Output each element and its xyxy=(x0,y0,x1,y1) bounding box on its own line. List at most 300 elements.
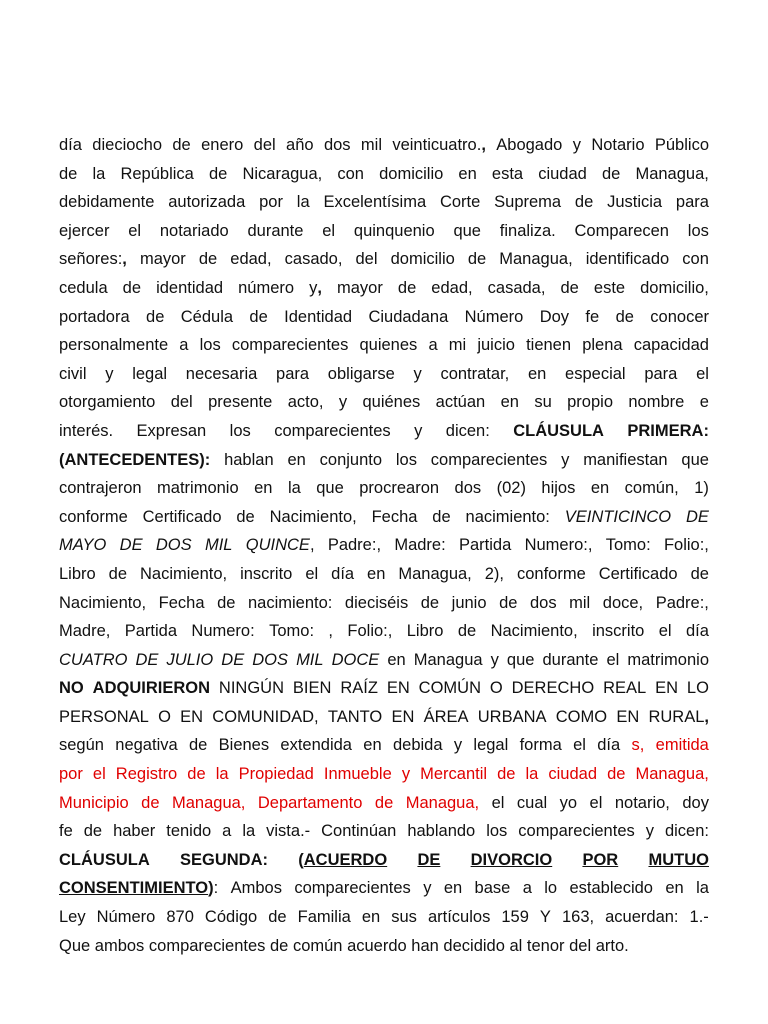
word xyxy=(120,531,143,560)
word xyxy=(297,188,310,217)
word xyxy=(573,131,581,160)
word xyxy=(294,874,410,903)
text-run: actúan xyxy=(435,393,486,412)
text-run: Padre:, xyxy=(327,536,382,555)
word xyxy=(466,503,550,532)
word xyxy=(603,674,646,703)
word xyxy=(475,874,511,903)
text-run: mayor xyxy=(337,278,383,297)
text-run: , xyxy=(481,136,486,154)
text-run: conjunto xyxy=(319,450,383,469)
word xyxy=(209,160,227,189)
text-run: doy xyxy=(682,793,709,812)
word xyxy=(59,131,82,160)
text-run: Nacimiento, xyxy=(140,564,228,583)
text-run: negativa xyxy=(115,736,178,755)
text-run: de xyxy=(198,250,218,269)
text-run: base xyxy=(474,879,511,898)
word xyxy=(453,217,481,246)
word xyxy=(266,817,310,846)
word xyxy=(269,617,314,646)
text-run: de xyxy=(420,593,440,612)
text-run: EN xyxy=(180,707,204,726)
word xyxy=(332,646,380,675)
word xyxy=(599,560,678,589)
text-line xyxy=(59,703,709,732)
text-run: Registro xyxy=(115,765,178,784)
word xyxy=(691,560,709,589)
word xyxy=(396,446,417,475)
text-run: doce, xyxy=(602,593,644,612)
word xyxy=(337,274,383,303)
word xyxy=(156,274,223,303)
text-run: MUTUO xyxy=(648,850,709,869)
word xyxy=(328,360,395,389)
text-run: dicen: xyxy=(445,421,490,440)
word xyxy=(59,617,110,646)
text-run: por xyxy=(59,765,83,784)
text-run: a xyxy=(179,336,189,355)
text-run: Inmueble xyxy=(323,765,392,784)
text-run: debidamente xyxy=(59,193,155,212)
text-line xyxy=(59,388,709,417)
word xyxy=(567,388,613,417)
text-run: COMUNIDAD, xyxy=(212,707,319,726)
word xyxy=(95,932,145,961)
word xyxy=(665,874,683,903)
word xyxy=(59,703,149,732)
text-run: quienes xyxy=(359,336,418,355)
text-run: , xyxy=(309,536,315,555)
text-run: Fecha xyxy=(158,593,205,612)
text-run: Expresan xyxy=(136,421,207,440)
word xyxy=(655,674,678,703)
text-run: ciudad xyxy=(538,164,587,183)
text-run: acuerdo xyxy=(347,936,407,955)
word xyxy=(681,446,709,475)
text-run: DIVORCIO xyxy=(470,850,553,869)
text-run: ejercer xyxy=(59,221,110,240)
word xyxy=(205,903,257,932)
word xyxy=(368,303,448,332)
word xyxy=(284,303,352,332)
word xyxy=(499,245,572,274)
word xyxy=(499,589,517,618)
word xyxy=(254,131,276,160)
word xyxy=(440,188,480,217)
word xyxy=(59,874,218,903)
word xyxy=(686,503,709,532)
word xyxy=(345,589,408,618)
word xyxy=(627,417,709,446)
text-run: los xyxy=(486,822,508,841)
word xyxy=(59,589,146,618)
word xyxy=(217,589,235,618)
word xyxy=(507,646,535,675)
text-run: ambos xyxy=(94,936,145,955)
text-run: PERSONAL xyxy=(59,707,149,726)
word xyxy=(391,703,414,732)
text-run: O xyxy=(158,707,171,726)
text-run: domicilio, xyxy=(640,278,709,297)
word xyxy=(59,760,83,789)
text-run: dos xyxy=(454,479,482,498)
text-line xyxy=(59,417,709,446)
word xyxy=(113,817,155,846)
word xyxy=(354,217,435,246)
text-run: de xyxy=(457,622,477,641)
word xyxy=(149,932,265,961)
text-line xyxy=(59,560,709,589)
text-run: y xyxy=(561,450,570,469)
text-run: COMÚN xyxy=(418,679,481,698)
text-run: MAYO xyxy=(59,536,107,555)
text-run: LO xyxy=(686,679,709,698)
word xyxy=(293,932,343,961)
word xyxy=(497,760,515,789)
word xyxy=(324,760,392,789)
word xyxy=(402,760,410,789)
word xyxy=(542,646,598,675)
word xyxy=(166,817,211,846)
text-run: , xyxy=(122,250,127,269)
word xyxy=(540,903,551,932)
text-run: JULIO xyxy=(166,650,214,669)
word xyxy=(560,274,578,303)
word xyxy=(565,503,671,532)
text-run: para xyxy=(276,364,310,383)
text-run: Padre:, xyxy=(655,593,709,612)
text-run: Folio:, xyxy=(663,536,709,555)
word xyxy=(575,188,593,217)
word xyxy=(268,903,286,932)
word xyxy=(205,531,233,560)
text-run: BIEN xyxy=(292,679,332,698)
word xyxy=(156,531,192,560)
text-run: personalmente xyxy=(59,336,169,355)
text-run: en xyxy=(443,879,463,898)
word xyxy=(650,303,709,332)
text-run: POR xyxy=(582,850,619,869)
text-run: de xyxy=(497,765,516,784)
text-run: 2), xyxy=(484,564,504,583)
word xyxy=(123,274,141,303)
word xyxy=(180,703,203,732)
text-run: en xyxy=(367,564,386,583)
word xyxy=(179,331,188,360)
text-run: la xyxy=(92,164,106,183)
text-run: EN xyxy=(391,707,415,726)
word xyxy=(59,217,109,246)
text-run: y xyxy=(338,393,348,412)
word xyxy=(606,531,651,560)
text-run: artículos xyxy=(427,908,491,927)
text-run: interés. xyxy=(59,421,114,440)
text-run: CUATRO xyxy=(59,650,128,669)
word xyxy=(436,388,486,417)
word xyxy=(166,646,213,675)
word xyxy=(361,131,382,160)
text-run: DOCE xyxy=(331,650,380,669)
text-run: al xyxy=(509,936,523,955)
text-run: de xyxy=(690,564,709,583)
word xyxy=(359,331,417,360)
text-line xyxy=(59,474,709,503)
word xyxy=(525,531,593,560)
text-run: domicilio xyxy=(390,250,455,269)
text-run: con xyxy=(337,164,364,183)
text-run: Nacimiento, xyxy=(490,622,578,641)
text-run: matrimonio xyxy=(157,479,239,498)
text-run: EN xyxy=(386,679,410,698)
text-line xyxy=(59,446,709,475)
text-run: día xyxy=(59,136,82,154)
word xyxy=(432,503,450,532)
text-line xyxy=(59,188,709,217)
word xyxy=(454,731,462,760)
text-run: de xyxy=(268,908,287,927)
text-run: Tomo: xyxy=(605,536,651,555)
word xyxy=(596,932,629,961)
text-run: Ciudadana xyxy=(368,307,449,326)
text-run: en xyxy=(527,364,547,383)
text-run: los xyxy=(687,221,709,240)
word xyxy=(398,274,416,303)
text-run: RAÍZ xyxy=(340,679,378,698)
text-run: comparecientes xyxy=(231,336,349,355)
text-run: inscrito xyxy=(240,564,293,583)
text-run: DOS xyxy=(155,536,192,555)
text-run: otorgamiento xyxy=(59,393,156,412)
word xyxy=(635,160,708,189)
text-run: en xyxy=(500,393,519,412)
text-run: DERECHO xyxy=(511,679,595,698)
text-run: casada, xyxy=(487,278,546,297)
text-run: los xyxy=(199,336,221,355)
text-run: , xyxy=(317,278,322,297)
word xyxy=(276,360,309,389)
word xyxy=(414,417,422,446)
text-run: Doy xyxy=(539,307,570,326)
text-line xyxy=(59,817,709,846)
text-run: comparecientes xyxy=(294,879,411,898)
text-run: ADQUIRIERON xyxy=(92,679,210,698)
text-run: Propiedad xyxy=(238,765,314,784)
word xyxy=(136,646,159,675)
word xyxy=(398,560,471,589)
word xyxy=(411,932,439,961)
word xyxy=(258,789,363,818)
word xyxy=(141,789,159,818)
word xyxy=(406,789,479,818)
text-run: según xyxy=(59,736,104,755)
text-run: de xyxy=(188,736,208,755)
word xyxy=(518,817,634,846)
word xyxy=(59,646,127,675)
text-run: Numero: xyxy=(191,622,255,641)
word xyxy=(686,617,709,646)
word xyxy=(582,331,622,360)
word xyxy=(458,160,476,189)
text-run: dos xyxy=(323,136,351,154)
text-run: Nacimiento, xyxy=(59,593,147,612)
word xyxy=(59,503,128,532)
word xyxy=(424,703,469,732)
word xyxy=(59,331,168,360)
word xyxy=(541,474,575,503)
word xyxy=(393,731,443,760)
word xyxy=(362,903,380,932)
word xyxy=(562,903,594,932)
text-line xyxy=(59,245,709,274)
text-run: capacidad xyxy=(633,336,709,355)
text-run: Managua, xyxy=(405,793,480,812)
word xyxy=(201,131,243,160)
word xyxy=(694,474,709,503)
word xyxy=(414,646,483,675)
word xyxy=(656,731,709,760)
text-run: Managua, xyxy=(499,250,573,269)
text-run: esta xyxy=(491,164,524,183)
word xyxy=(648,703,709,732)
text-run: Excelentísima xyxy=(323,193,427,212)
word xyxy=(387,646,405,675)
word xyxy=(208,388,272,417)
word xyxy=(59,245,127,274)
word xyxy=(665,817,709,846)
word xyxy=(664,531,709,560)
text-line xyxy=(59,503,709,532)
text-run: Fecha xyxy=(371,507,418,526)
word xyxy=(298,903,351,932)
text-run: de xyxy=(467,250,487,269)
text-run: Corte xyxy=(439,193,481,212)
word xyxy=(478,703,547,732)
word xyxy=(59,160,77,189)
text-run: procrearon xyxy=(359,479,440,498)
text-run: Managua, xyxy=(635,765,709,784)
word xyxy=(240,560,292,589)
word xyxy=(387,674,410,703)
text-run: 870 xyxy=(166,908,194,927)
word xyxy=(391,903,417,932)
word xyxy=(452,589,487,618)
text-run: identificado xyxy=(585,250,670,269)
word xyxy=(656,589,709,618)
word xyxy=(328,703,382,732)
text-run: de xyxy=(601,164,621,183)
text-line xyxy=(59,303,709,332)
text-run: y xyxy=(453,736,463,755)
text-run: señores: xyxy=(59,250,123,269)
word xyxy=(92,131,162,160)
word xyxy=(236,503,254,532)
text-run: de xyxy=(607,765,626,784)
word xyxy=(200,331,221,360)
word xyxy=(216,760,229,789)
word xyxy=(488,274,546,303)
text-run: de xyxy=(499,593,518,612)
text-run: Número xyxy=(464,307,524,326)
text-run: día xyxy=(685,622,709,641)
text-run: presente xyxy=(208,393,273,412)
text-run: para xyxy=(644,364,678,383)
text-run: el xyxy=(92,765,106,784)
text-run: de xyxy=(397,278,417,297)
text-run: de xyxy=(432,507,451,526)
word xyxy=(347,617,392,646)
word xyxy=(246,531,315,560)
text-line xyxy=(59,617,709,646)
word xyxy=(603,589,643,618)
text-run: su xyxy=(534,393,552,412)
word xyxy=(339,388,347,417)
text-run: finaliza. xyxy=(499,221,556,240)
text-run: quiénes xyxy=(362,393,421,412)
word xyxy=(363,731,381,760)
word xyxy=(59,388,155,417)
text-run: Ambos xyxy=(230,879,282,898)
text-line xyxy=(59,646,709,675)
word xyxy=(602,160,620,189)
text-run: de xyxy=(249,307,268,326)
text-run: domicilio xyxy=(379,164,444,183)
text-run: en xyxy=(363,736,382,755)
text-run: nombre xyxy=(628,393,685,412)
word xyxy=(591,474,609,503)
text-run: hablan xyxy=(224,450,274,469)
word xyxy=(494,188,561,217)
word xyxy=(513,417,604,446)
word xyxy=(323,188,426,217)
text-run: emitida xyxy=(655,736,709,755)
word xyxy=(700,388,709,417)
text-run: ÁREA xyxy=(423,707,469,726)
word xyxy=(59,731,104,760)
text-run: Bienes xyxy=(218,736,270,755)
word xyxy=(575,217,669,246)
word xyxy=(419,674,481,703)
text-run: EN xyxy=(616,707,640,726)
word xyxy=(324,131,351,160)
word xyxy=(391,245,455,274)
word xyxy=(527,932,565,961)
word xyxy=(171,388,193,417)
text-run: este xyxy=(593,278,626,297)
word xyxy=(509,932,522,961)
text-run: comparecientes xyxy=(518,822,635,841)
text-run: especial xyxy=(565,364,626,383)
text-run: Cédula xyxy=(180,307,234,326)
text-line xyxy=(59,932,709,961)
word xyxy=(523,874,532,903)
word xyxy=(221,646,244,675)
word xyxy=(607,646,620,675)
text-run: de xyxy=(83,822,103,841)
text-run: Ley xyxy=(59,908,86,927)
text-run: Mercantil xyxy=(420,765,488,784)
text-run: vista.- xyxy=(266,822,311,841)
text-run: día xyxy=(331,564,355,583)
word xyxy=(375,789,393,818)
word xyxy=(274,417,390,446)
text-run: en xyxy=(665,879,684,898)
text-run: que xyxy=(506,650,535,669)
text-run: contrajeron xyxy=(59,479,142,498)
word xyxy=(128,217,141,246)
text-run: Departamento xyxy=(257,793,363,812)
text-run: Justicia xyxy=(607,193,663,212)
